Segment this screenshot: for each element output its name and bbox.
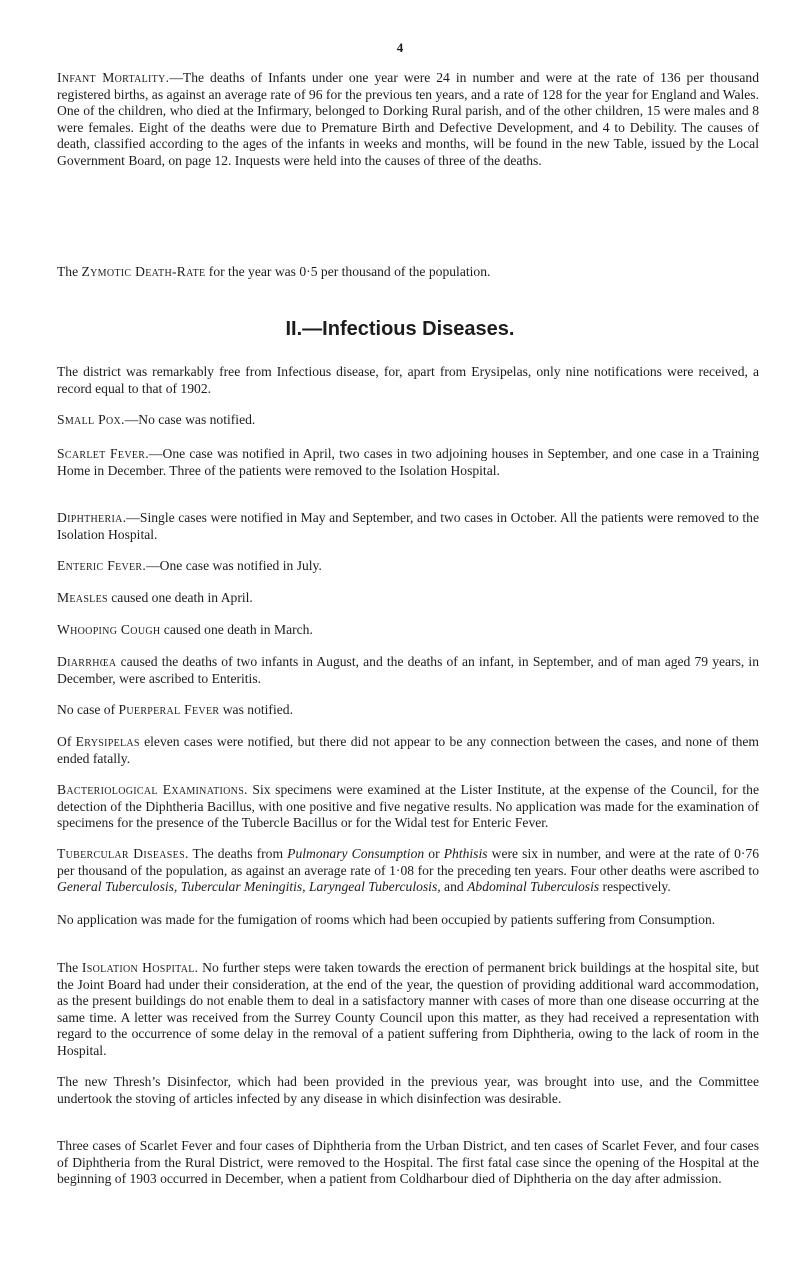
paragraph-infant-mortality [57, 70, 759, 170]
run-in-heading: Diphtheria. [57, 510, 127, 525]
paragraph-text: The district was remarkably free from Infectious disease, for, apart from Erysipelas, only nine notifications were received, a record equal to that of 1902. [57, 364, 759, 396]
run-in-heading: Small Pox. [57, 412, 125, 427]
italic-term: Abdominal Tuberculosis [467, 879, 600, 895]
section-heading: II.—Infectious Diseases. [285, 318, 515, 340]
paragraph-disinfector [57, 1074, 759, 1107]
paragraph-text: was notified. [219, 702, 293, 717]
paragraph-text: caused the deaths of two infants in August, and the deaths of an infant, in September, and of man aged 79 years, in December, were ascribed to Enteritis. [57, 654, 759, 686]
paragraph-text: The [57, 264, 82, 279]
run-in-heading: Scarlet Fever. [57, 446, 149, 461]
paragraph-diarrhoea [57, 654, 759, 687]
paragraph-diphtheria [57, 510, 759, 543]
paragraph-text: —One case was notified in April, two cases in two adjoining houses in September, and one case in a Training Home in December. Three of the patients were removed to the Isolation Hospital. [57, 446, 759, 478]
run-in-heading: Erysipelas [75, 734, 140, 749]
run-in-heading: Zymotic Death-Rate [81, 264, 206, 279]
paragraph-text: caused one death in April. [107, 590, 253, 605]
run-in-heading: Bacteriological Examinations. [57, 782, 248, 797]
paragraph-text: Three cases of Scarlet Fever and four cases of Diphtheria from the Urban District, and ten cases of Scarlet Fever, and four cases of Diphtheria from the Rural District, were removed to the Hospital. The first fatal case since the opening of the Hospital at the beginning of 1903 occurred in December, when a patient from Coldharbour died of Diphtheria on the day after admission. [57, 1138, 759, 1187]
run-in-heading: Infant Mortality. [57, 70, 170, 85]
run-in-heading: Isolation Hospital. [81, 960, 199, 975]
paragraph-text: were six in number, and were at the rate of 0·76 per thousand of the population, as against an average rate of 1·08 for the preceding ten years. Four other deaths were ascribed to [57, 846, 760, 878]
paragraph-tubercular-diseases [57, 846, 759, 896]
paragraph-text: Six specimens were examined at the Lister Institute, at the expense of the Council, for the detection of the Diphtheria Bacillus, with one positive and five negative results. No application was made for the examination of specimens for the presence of the Tubercle Bacillus or for the Widal test for Enteric Fever. [57, 782, 759, 831]
paragraph-text: caused one death in March. [160, 622, 313, 637]
run-in-heading: Diarrhœa [57, 654, 117, 669]
paragraph-text: —One case was notified in July. [146, 558, 322, 573]
paragraph-zymotic-death-rate [57, 264, 759, 281]
italic-term: General Tuberculosis, Tubercular Meningitis, Laryngeal Tuberculosis, [57, 879, 441, 895]
paragraph-measles [57, 590, 759, 607]
run-in-heading: Enteric Fever. [57, 558, 147, 573]
paragraph-bacteriological-examinations [57, 782, 759, 832]
paragraph-text: —The deaths of Infants under one year were 24 in number and were at the rate of 136 per thousand registered births, as against an average rate of 96 for the previous ten years, and a rate of 128 for the year for England and Wales. One of the children, who died at the Infirmary, belonged to Dorking Rural parish, and of the other children, 15 were males and 8 were females. Eight of the deaths were due to Premature Birth and Defective Development, and 4 to Debility. The causes of death, classified according to the ages of the infants in weeks and months, will be found in the new Table, issued by the Local Government Board, on page 12. Inquests were held into the causes of three of the deaths. [57, 70, 759, 168]
paragraph-fumigation [57, 912, 759, 929]
run-in-heading: Puerperal Fever [118, 702, 220, 717]
paragraph-scarlet-fever [57, 446, 759, 479]
paragraph-text: and [440, 879, 468, 895]
paragraph-puerperal-fever [57, 702, 759, 719]
italic-term: Pulmonary Consumption [287, 846, 425, 861]
paragraph-whooping-cough [57, 622, 759, 639]
paragraph-text: Of [57, 734, 76, 749]
run-in-heading: Measles [57, 590, 108, 605]
paragraph-text: The deaths from [188, 846, 288, 861]
paragraph-text: —No case was notified. [124, 412, 256, 427]
paragraph-text: —Single cases were notified in May and September, and two cases in October. All the patients were removed to the Isolation Hospital. [57, 510, 759, 542]
paragraph-introduction [57, 364, 759, 397]
paragraph-enteric-fever [57, 558, 759, 575]
run-in-heading: Tubercular Diseases. [57, 846, 189, 861]
italic-term: Phthisis [443, 846, 488, 861]
paragraph-erysipelas [57, 734, 759, 767]
paragraph-text: The [57, 960, 82, 975]
paragraph-text: respectively. [599, 879, 671, 895]
paragraph-text: No further steps were taken towards the erection of permanent brick buildings at the hospital site, but the Joint Board had under their consideration, at the end of the year, the question of providing additional ward accommodation, as the present buildings do not enable them to deal in a satisfactory manner with cases of more than one disease occurring at the same time. A letter was received from the Surrey County Council upon this matter, as they had received a representation with regard to the occurrence of some delay in the removal of a patient suffering from Diphtheria, owing to the lack of room in the Hospital. [57, 960, 759, 1058]
paragraph-text: for the year was 0·5 per thousand of the population. [205, 264, 491, 279]
run-in-heading: Whooping Cough [57, 622, 161, 637]
paragraph-text: No case of [57, 702, 119, 717]
paragraph-small-pox [57, 412, 759, 429]
paragraph-text: or [424, 846, 444, 861]
paragraph-text: No application was made for the fumigation of rooms which had been occupied by patients suffering from Consumption. [57, 912, 716, 927]
paragraph-text: eleven cases were notified, but there did not appear to be any connection between the cases, and none of them ended fatally. [57, 734, 759, 766]
paragraph-text: The new Thresh’s Disinfector, which had been provided in the previous year, was brought into use, and the Committee undertook the stoving of articles infected by any disease in which disinfection was desirable. [57, 1074, 759, 1106]
paragraph-isolation-hospital [57, 960, 759, 1060]
page-number: 4 [396, 40, 404, 55]
paragraph-hospital-cases [57, 1138, 759, 1188]
